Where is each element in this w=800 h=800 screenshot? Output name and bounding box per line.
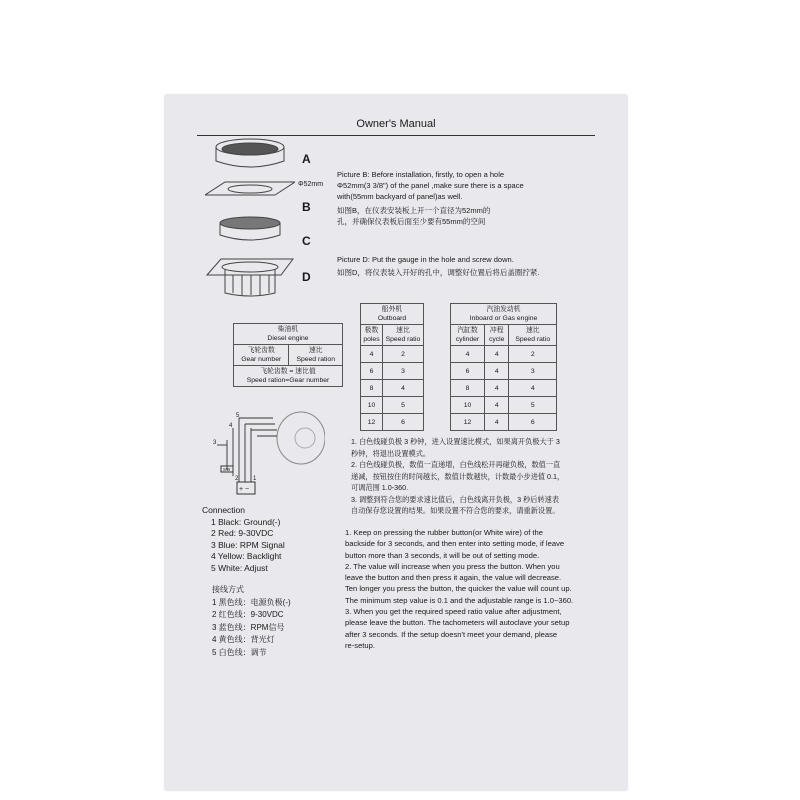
diesel-col-gear: [234, 345, 289, 366]
manual-title: Owner's Manual: [356, 118, 436, 130]
en-instruction-line: please leave the button. The tachometers will autoclave your setup: [345, 618, 570, 628]
outboard-col-poles: [361, 325, 383, 346]
picture-d-text-cn: 如图D，将仪表装入开好的孔中，调整好位置后将后盖圈拧紧.: [337, 268, 540, 277]
diesel-formula-en: Speed ration=Gear number: [246, 377, 330, 384]
table-row: [361, 363, 424, 380]
diesel-engine-table: [233, 323, 343, 387]
step-b-label: B: [302, 200, 311, 214]
table-cell: 8: [451, 380, 485, 397]
wire-number-1: 1: [253, 476, 257, 482]
table-cell: 4: [484, 380, 509, 397]
table-cell: 6: [361, 363, 383, 380]
table-row: [361, 397, 424, 414]
gas-engine-table: [450, 303, 557, 431]
connection-item: 4 Yellow: Backlight: [211, 551, 282, 561]
table-cell: 4: [484, 397, 509, 414]
outboard-col-speed: [382, 325, 423, 346]
en-instructions: [345, 527, 615, 651]
wire-number-4: 4: [229, 423, 233, 429]
en-instruction-line: backside for 3 seconds, and then enter into setting mode, if leave: [345, 539, 565, 549]
table-cell: 6: [509, 414, 557, 431]
picture-b-text: [337, 169, 587, 202]
panel-illustration-b: [205, 182, 295, 195]
diesel-col-speed: [289, 345, 343, 366]
battery-label: + −: [239, 486, 250, 493]
gas-col-cylinder-en: cylinder: [455, 336, 480, 343]
picture-b-line: with(55mm backyard of panel)as well.: [337, 192, 463, 201]
picture-b-cn-line: 如图B，在仪表安装板上开一个直径为52mm的: [337, 206, 491, 215]
installation-illustration: [205, 137, 295, 297]
table-cell: 3: [509, 363, 557, 380]
outboard-col-poles-cn: 极数: [364, 327, 379, 334]
wiring-diagram: [213, 410, 325, 505]
picture-b-line: Φ52mm(3 3/8") of the panel ,make sure there is a space: [337, 181, 524, 190]
table-cell: 4: [484, 346, 509, 363]
en-instruction-line: re-setup.: [345, 640, 375, 650]
connection-item: 1 Black: Ground(-): [211, 516, 281, 527]
table-row: [451, 380, 557, 397]
en-instruction-line: 2. The value will increase when you press the button. When you: [345, 561, 560, 571]
cn-instruction-line: 1. 白色线碰负极 3 秒钟，进入设置速比模式，如果离开负极大于 3: [351, 437, 560, 446]
gas-col-cycle-en: cycle: [488, 336, 505, 343]
gas-col-cylinder: [451, 325, 485, 346]
diesel-table-title: [234, 324, 343, 345]
cn-instruction-line: 3. 调整到符合您的要求速比值后，白色线离开负极，3 秒后转速表: [351, 494, 560, 504]
connection-title: Connection: [202, 505, 246, 515]
bezel-illustration-a: [216, 139, 284, 167]
hole-diameter-label: Φ52mm: [298, 181, 324, 188]
wire-number-3: 3: [213, 440, 217, 446]
picture-d-text: Picture D: Put the gauge in the hole and screw down.: [337, 255, 514, 264]
gas-col-cycle-cn: 冲程: [489, 327, 504, 334]
table-cell: 5: [509, 397, 557, 414]
diesel-title-cn: 柴油机: [277, 326, 299, 333]
table-cell: 4: [484, 363, 509, 380]
picture-b-cn-line: 孔，并确保仪表板后面至少要有55mm的空间: [337, 217, 486, 226]
cn-instruction-line: 递减，按钮按住的时间越长，数值计数越快，计数最小步进值 0.1，: [351, 471, 565, 481]
table-cell: 6: [382, 414, 423, 431]
table-cell: 8: [361, 380, 383, 397]
cn-instruction-line: 自动保存您设置的结果。如果设置不符合您的要求，请重新设置。: [351, 506, 560, 515]
gauge-back-outline: [277, 412, 325, 464]
diesel-col-speed-en: Speed ration: [296, 356, 335, 363]
table-row: [451, 346, 557, 363]
connection-cn-section: [212, 584, 291, 659]
en-instruction-line: button more than 3 seconds, it will be out of setting mode.: [345, 550, 540, 560]
cn-instruction-line: 2. 白色线碰负极，数值一直递增，白色线松开再碰负极，数值一直: [351, 460, 561, 469]
table-cell: 10: [451, 397, 485, 414]
wire-number-2: 2: [235, 476, 239, 482]
gas-table-title: [451, 304, 557, 325]
connection-item: 5 White: Adjust: [211, 562, 268, 573]
gauge-back-inner: [295, 428, 315, 448]
ring-illustration-c: [220, 217, 280, 240]
table-cell: 10: [361, 397, 383, 414]
picture-b-line: Picture B: Before installation, firstly, to open a hole: [337, 170, 505, 179]
gauge-mounted-illustration-d: [207, 259, 293, 296]
en-instruction-line: The minimum step value is 0.1 and the adjustable range is 1.0~360.: [345, 595, 574, 605]
outboard-table: [360, 303, 424, 431]
outboard-table-title: [361, 304, 424, 325]
outboard-col-speed-cn: 速比: [396, 327, 410, 334]
table-cell: 2: [509, 346, 557, 363]
connection-item: 3 Blue: RPM Signal: [211, 539, 285, 550]
gas-col-cylinder-cn: 汽缸数: [457, 327, 478, 334]
gas-col-cycle: [484, 325, 509, 346]
table-cell: 4: [361, 346, 383, 363]
connection-cn-item: 3 蓝色线：RPM信号: [212, 622, 285, 632]
manual-sheet: [165, 95, 627, 790]
diesel-col-speed-cn: 速比: [308, 347, 323, 354]
connection-cn-item: 5 白色线：调节: [212, 647, 267, 657]
en-instruction-line: 3. When you get the required speed ratio value after adjustment,: [345, 607, 562, 617]
cn-instructions: [351, 436, 616, 517]
step-d-label: D: [302, 270, 311, 284]
table-cell: 2: [382, 346, 423, 363]
diesel-formula: [234, 366, 343, 387]
table-row: [451, 397, 557, 414]
step-a-label: A: [302, 152, 311, 166]
outboard-title-en: Outboard: [377, 315, 407, 322]
gas-col-speed-en: Speed ratio: [515, 336, 551, 343]
connection-cn-title: 接线方式: [212, 585, 244, 594]
table-cell: 6: [451, 363, 485, 380]
table-cell: 12: [451, 414, 485, 431]
diesel-title-en: Diesel engine: [267, 335, 309, 342]
table-row: [451, 414, 557, 431]
switch-label: SW: [223, 467, 231, 472]
title-rule: [197, 135, 595, 136]
connection-section: [202, 505, 285, 574]
picture-b-text-cn: [337, 205, 587, 227]
table-cell: 5: [382, 397, 423, 414]
table-cell: 3: [382, 363, 423, 380]
en-instruction-line: Ten longer you press the button, the quicker the value will count up.: [345, 584, 572, 594]
outboard-title-cn: 船外机: [381, 306, 403, 313]
table-cell: 4: [484, 414, 509, 431]
en-instruction-line: 1. Keep on pressing the rubber button(or White wire) of the: [345, 528, 543, 537]
diesel-col-gear-en: Gear number: [241, 356, 282, 363]
connection-item: 2 Red: 9-30VDC: [211, 528, 274, 538]
connection-cn-item: 4 黄色线：背光灯: [212, 635, 275, 644]
table-row: [361, 346, 424, 363]
diesel-col-gear-cn: 飞轮齿数: [247, 347, 275, 354]
wire-number-5: 5: [236, 413, 240, 419]
en-instruction-line: after 3 seconds. If the setup doesn't meet your demand, please: [345, 629, 558, 639]
gas-col-speed-cn: 速比: [525, 327, 540, 334]
diesel-formula-cn: 飞轮齿数 = 速比值: [260, 368, 316, 375]
connection-cn-item: 2 红色线：9-30VDC: [212, 610, 284, 619]
table-cell: 12: [361, 414, 383, 431]
cn-instruction-line: 可调范围 1.0-360.: [351, 483, 409, 492]
step-c-label: C: [302, 234, 311, 248]
gas-col-speed: [509, 325, 557, 346]
outboard-col-poles-en: poles: [363, 336, 380, 343]
outboard-col-speed-en: Speed ratio: [385, 336, 421, 343]
table-row: [361, 414, 424, 431]
gas-title-cn: 汽油发动机: [486, 306, 521, 313]
en-instruction-line: leave the button and then press it again, the value will decrease.: [345, 573, 562, 583]
connection-cn-item: 1 黑色线：电源负极(-): [212, 597, 291, 607]
table-cell: 4: [451, 346, 485, 363]
table-cell: 4: [509, 380, 557, 397]
gas-title-en: Inboard or Gas engine: [469, 315, 538, 322]
table-row: [451, 363, 557, 380]
table-cell: 4: [382, 380, 423, 397]
cn-instruction-line: 秒钟，将退出设置模式。: [351, 448, 431, 458]
table-row: [361, 380, 424, 397]
